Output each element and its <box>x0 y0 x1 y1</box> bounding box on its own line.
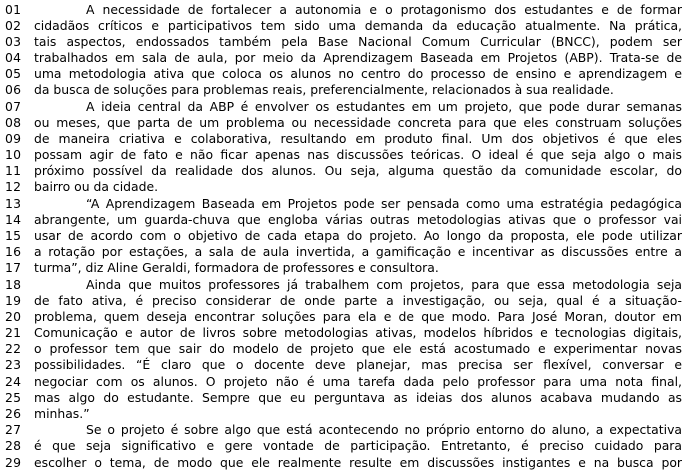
line-text: escolher o tema, de modo que ele realmente resulte em discussões instigantes e na busca por <box>34 454 682 470</box>
text-line <box>0 277 689 293</box>
text-line <box>0 82 689 98</box>
line-text: A necessidade de fortalecer a autonomia e o protagonismo dos estudantes e de formar <box>86 1 682 17</box>
line-number: 10 <box>5 147 22 163</box>
line-text: abrangente, um guarda-chuva que engloba várias outras metodologias ativas que o professor vai <box>34 211 682 227</box>
line-text: negociar com os alunos. O projeto não é uma tarefa dada pelo professor para uma nota final, <box>34 373 682 389</box>
text-line <box>0 147 689 163</box>
line-number: 12 <box>5 179 22 195</box>
text-line <box>0 99 689 115</box>
line-number: 25 <box>5 389 22 405</box>
text-line <box>0 66 689 82</box>
line-text: próximo possível da realidade dos alunos. Ou seja, alguma questão da comunidade escolar, do <box>34 163 682 179</box>
line-text: de maneira criativa e colaborativa, resultando em produto final. Um dos objetivos é que eles <box>34 130 682 146</box>
line-text: da busca de soluções para problemas reais, preferencialmente, relacionados à sua realidade. <box>34 82 614 98</box>
line-number: 21 <box>5 325 22 341</box>
text-line <box>0 18 689 34</box>
text-line <box>0 179 689 195</box>
line-number: 06 <box>5 82 22 98</box>
line-number: 22 <box>5 341 22 357</box>
line-text: trabalhados em sala de aula, por meio da Aprendizagem Baseada em Projetos (ABP). Trata-se de <box>34 50 682 66</box>
line-number: 16 <box>5 244 22 260</box>
line-text: Ainda que muitos professores já trabalhem com projetos, para que essa metodologia seja <box>86 276 682 292</box>
line-number: 11 <box>5 163 22 179</box>
text-line <box>0 341 689 357</box>
line-text: o professor tem que sair do modelo de projeto que ele está acostumado e experimentar novas <box>34 341 682 357</box>
text-line <box>0 374 689 390</box>
line-text: ou meses, que parta de um problema ou necessidade concreta para que eles construam soluções <box>34 114 682 130</box>
line-text: cidadãos críticos e participativos tem sido uma demanda da educação atualmente. Na prática, <box>34 17 682 33</box>
line-number: 26 <box>5 406 22 421</box>
text-line <box>0 422 689 438</box>
text-line <box>0 455 689 471</box>
line-number: 04 <box>5 50 22 66</box>
text-line <box>0 163 689 179</box>
line-number: 15 <box>5 228 22 244</box>
text-line <box>0 131 689 147</box>
line-number: 23 <box>5 357 22 373</box>
line-number: 09 <box>5 130 22 146</box>
line-text: possibilidades. “É claro que o docente deve planejar, mas precisa ser flexível, conversar e <box>34 357 682 373</box>
line-text: de fato ativa, é preciso considerar de onde parte a investigação, ou seja, qual é a situação- <box>34 292 682 308</box>
text-line <box>0 212 689 228</box>
line-number: 02 <box>5 17 22 33</box>
text-line <box>0 2 689 18</box>
line-number: 14 <box>5 211 22 227</box>
line-text: Comunicação e autor de livros sobre metodologias ativas, modelos híbridos e tecnologias digitais, <box>34 325 682 341</box>
line-number: 20 <box>5 308 22 324</box>
line-number: 01 <box>5 1 22 17</box>
line-number: 08 <box>5 114 22 130</box>
line-text: problema, quem deseja encontrar soluções para ela e de que modo. Para José Moran, doutor em <box>34 308 682 324</box>
text-line <box>0 293 689 309</box>
text-line <box>0 260 689 276</box>
line-number: 24 <box>5 373 22 389</box>
line-text: a rotação por estações, a sala de aula invertida, a gamificação e incentivar as discussões entre a <box>34 244 682 260</box>
line-number: 19 <box>5 292 22 308</box>
line-text: turma”, diz Aline Geraldi, formadora de professores e consultora. <box>34 260 439 276</box>
text-line <box>0 357 689 373</box>
line-text: Se o projeto é sobre algo que está acontecendo no próprio entorno do aluno, a expectativa <box>86 422 682 438</box>
line-number: 27 <box>5 422 22 438</box>
text-line <box>0 34 689 50</box>
text-line <box>0 438 689 454</box>
line-text: é que seja significativo e gere vontade de participação. Entretanto, é preciso cuidado para <box>34 438 682 454</box>
line-text: uma metodologia ativa que coloca os alunos no centro do processo de ensino e aprendizagem e <box>34 66 682 82</box>
line-number: 13 <box>5 195 22 211</box>
text-line <box>0 406 689 422</box>
line-text: tais aspectos, endossados também pela Base Nacional Comum Curricular (BNCC), podem ser <box>34 33 682 49</box>
line-number: 05 <box>5 66 22 82</box>
line-number: 07 <box>5 98 22 114</box>
line-number: 18 <box>5 276 22 292</box>
text-line <box>0 390 689 406</box>
line-text: mas algo do estudante. Sempre que eu perguntava as ideias dos alunos acabava mudando as <box>34 389 682 405</box>
line-text: “A Aprendizagem Baseada em Projetos pode ser pensada como uma estratégia pedagógica <box>86 195 682 211</box>
text-line <box>0 244 689 260</box>
line-number: 17 <box>5 260 22 276</box>
text-line <box>0 50 689 66</box>
line-number: 28 <box>5 438 22 454</box>
text-line <box>0 325 689 341</box>
line-text: bairro ou da cidade. <box>34 179 159 195</box>
line-text: usar de acordo com o objetivo de cada etapa do projeto. Ao longo da proposta, ele pode utilizar <box>34 228 682 244</box>
text-line <box>0 309 689 325</box>
line-text: minhas.” <box>34 406 90 421</box>
line-text: possam agir de fato e não ficar apenas nas discussões teóricas. O ideal é que seja algo o mais <box>34 147 682 163</box>
text-line <box>0 115 689 131</box>
line-text: A ideia central da ABP é envolver os estudantes em um projeto, que pode durar semanas <box>86 98 682 114</box>
text-line <box>0 196 689 212</box>
line-number: 03 <box>5 33 22 49</box>
text-line <box>0 228 689 244</box>
line-number: 29 <box>5 454 22 470</box>
